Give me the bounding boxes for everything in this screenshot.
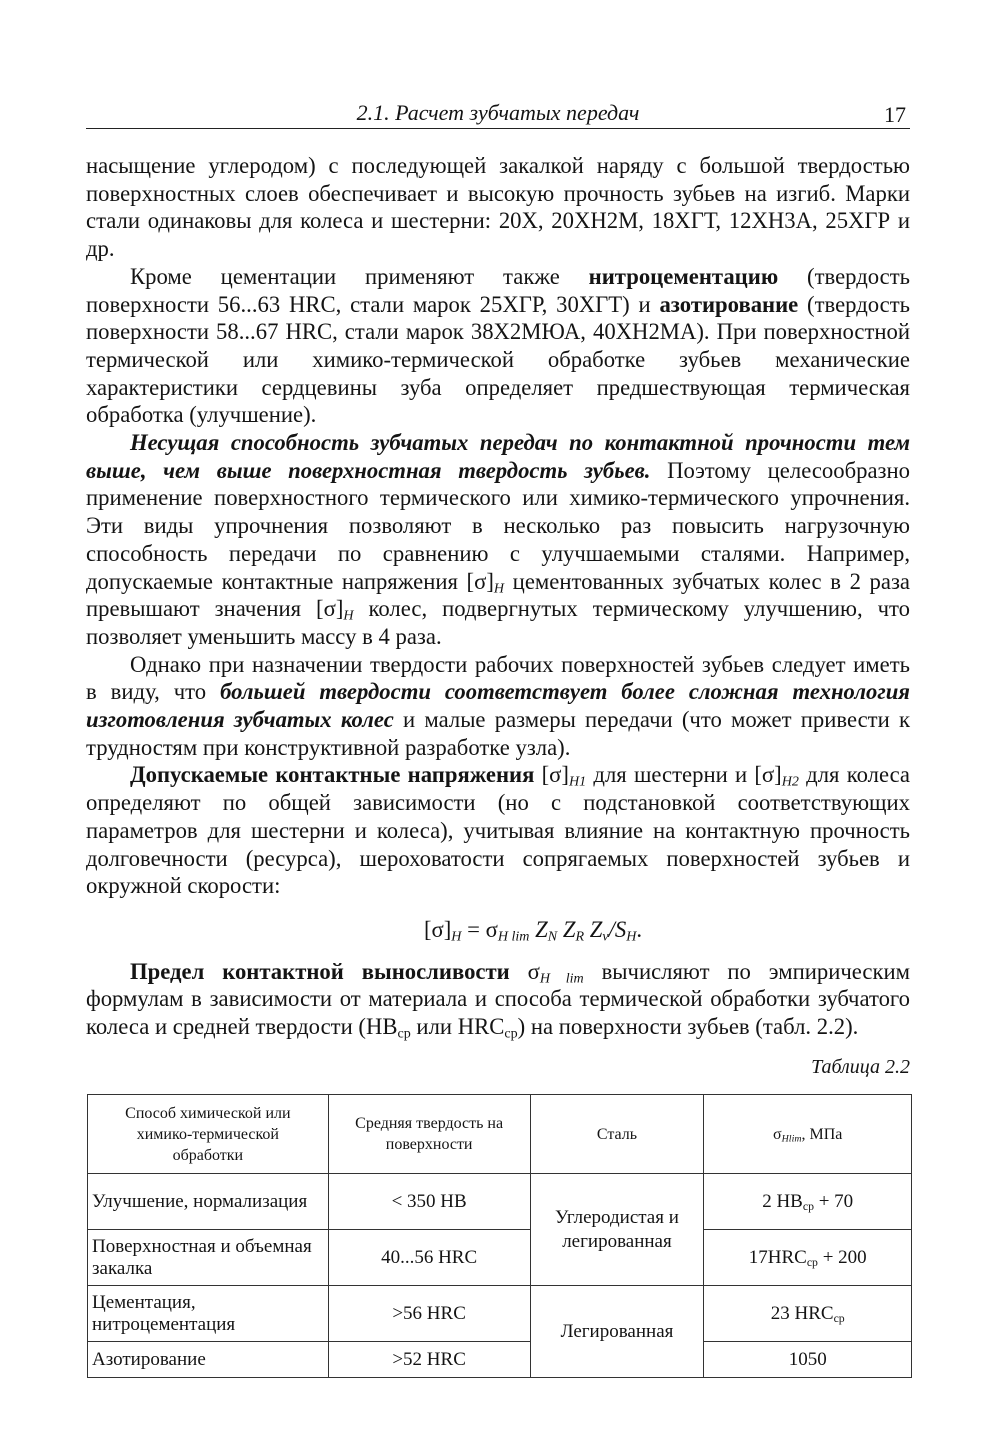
col-header-method: Способ химической или химико-термической обработки bbox=[88, 1095, 329, 1174]
running-header bbox=[86, 98, 910, 129]
cell-formula: $17HRC_{ср} + 200$ bbox=[704, 1230, 912, 1286]
emphasis-statement: Несущая способность зубчатых передач по контактной прочности тем выше, чем выше поверхностная твердость зубьев. bbox=[86, 430, 910, 483]
table-row bbox=[88, 1286, 912, 1342]
cell-formula: 23 $HRC_{ср}$ bbox=[704, 1286, 912, 1342]
cell-method: Цементация, нитроцементация bbox=[88, 1286, 329, 1342]
term-nitrocementation: нитроцементацию bbox=[588, 263, 779, 289]
formula: $[\sigma]_H = \sigma_{H lim}$ $Z_N$ $Z_R$ $Z_v/S_H$. bbox=[423, 916, 643, 945]
emphasis-technology: большей твердости соответствует более сложная технология изготовления зубчатых колес bbox=[86, 679, 910, 733]
cell-hardness: 40...56 HRC bbox=[328, 1230, 530, 1286]
paragraph-3: Несущая способность зубчатых передач по контактной прочности тем выше, чем выше поверхностная твердость зубьев. Поэтому целесообразно применение поверхностного термического или химико-термического упрочнения. Эти виды упрочнения позволяют в несколько раз повысить нагрузочную способность передачи по сравнению с улучшаемыми сталями. Например, допускаемые контактные напряжения $[\sigma]_H$ цементованных зубчатых колес в 2 раза превышают значения $[\sigma]_H$ колес, подвергнутых термическому улучшению, что позволяет уменьшить массу в 4 раза. bbox=[86, 430, 910, 649]
paragraph-1: насыщение углеродом) с последующей закалкой наряду с большой твердостью поверхностных слоев обеспечивает и высокую прочность зубьев на изгиб. Марки стали одинаковы для колеса и шестерни: 20Х, 20ХН2М, 18ХГТ, 12ХН3А, 25ХГР и др. bbox=[86, 153, 910, 262]
cell-steel: Углеродистая и легированная bbox=[530, 1174, 704, 1286]
header-title: 2.1. Расчет зубчатых передач bbox=[356, 100, 640, 125]
cell-formula: 1050 bbox=[704, 1342, 912, 1378]
cell-hardness: >56 HRC bbox=[328, 1286, 530, 1342]
paragraph-2: Кроме цементации применяют также нитроцементацию (твердость поверхности 56...63 HRC, стали марок 25ХГР, 30ХГТ) и азотирование (твердость поверхности 58...67 HRC, стали марок 38Х2МЮА, 40ХН2МА). При поверхностной термической или химико-термической обработке зубьев механические характеристики сердцевины зуба определяет предшествующая термическая обработка (улучшение). bbox=[86, 263, 910, 428]
paragraph-4: Однако при назначении твердости рабочих поверхностей зубьев следует иметь в виду, что большей твердости соответствует более сложная технология изготовления зубчатых колес и малые размеры передачи (что может привести к трудностям при конструктивной разработке узла). bbox=[86, 651, 910, 760]
cell-method: Азотирование bbox=[88, 1342, 329, 1378]
cell-hardness: >52 HRC bbox=[328, 1342, 530, 1378]
term-nitriding: азотирование bbox=[659, 291, 799, 317]
term-endurance-limit: Предел контактной выносливости bbox=[130, 958, 510, 984]
body-text bbox=[86, 152, 910, 1041]
cell-hardness: < 350 HB bbox=[328, 1174, 530, 1230]
hardening-table bbox=[87, 1094, 912, 1378]
table-row bbox=[88, 1230, 912, 1286]
cell-method: Улучшение, нормализация bbox=[88, 1174, 329, 1230]
table-row bbox=[88, 1174, 912, 1230]
paragraph-5: Допускаемые контактные напряжения $[\sigma]_{H1}$ для шестерни и $[\sigma]_{H2}$ для колеса определяют по общей зависимости (но с подстановкой соответствующих параметров для шестерни и колеса), учитывая влияние на контактную прочность долговечности (ресурса), шероховатости сопрягаемых поверхностей зубьев и окружной скорости: bbox=[86, 762, 910, 899]
table-row bbox=[88, 1342, 912, 1378]
cell-method: Поверхностная и объемная закалка bbox=[88, 1230, 329, 1286]
paragraph-6: Предел контактной выносливости $\sigma_{H lim}$ вычисляют по эмпирическим формулам в зависимости от материала и способа термической обработки зубчатого колеса и средней твердости ($HB_{ср}$ или $HRC_{ср}$) на поверхности зубьев (табл. 2.2). bbox=[86, 958, 911, 1042]
col-header-steel: Сталь bbox=[530, 1095, 704, 1174]
col-header-hardness: Средняя твердость на поверхности bbox=[328, 1095, 530, 1174]
col-header-sigma: $\sigma_{Hlim}$, МПа bbox=[704, 1095, 912, 1174]
page-number: 17 bbox=[884, 102, 906, 127]
table-caption: Таблица 2.2 bbox=[811, 1056, 910, 1078]
term-allowable-stress: Допускаемые контактные напряжения bbox=[130, 762, 535, 788]
table-header-row bbox=[88, 1095, 912, 1174]
cell-steel: Легированная bbox=[530, 1286, 704, 1378]
cell-formula: 2 $HB_{ср} + 70$ bbox=[704, 1174, 912, 1230]
